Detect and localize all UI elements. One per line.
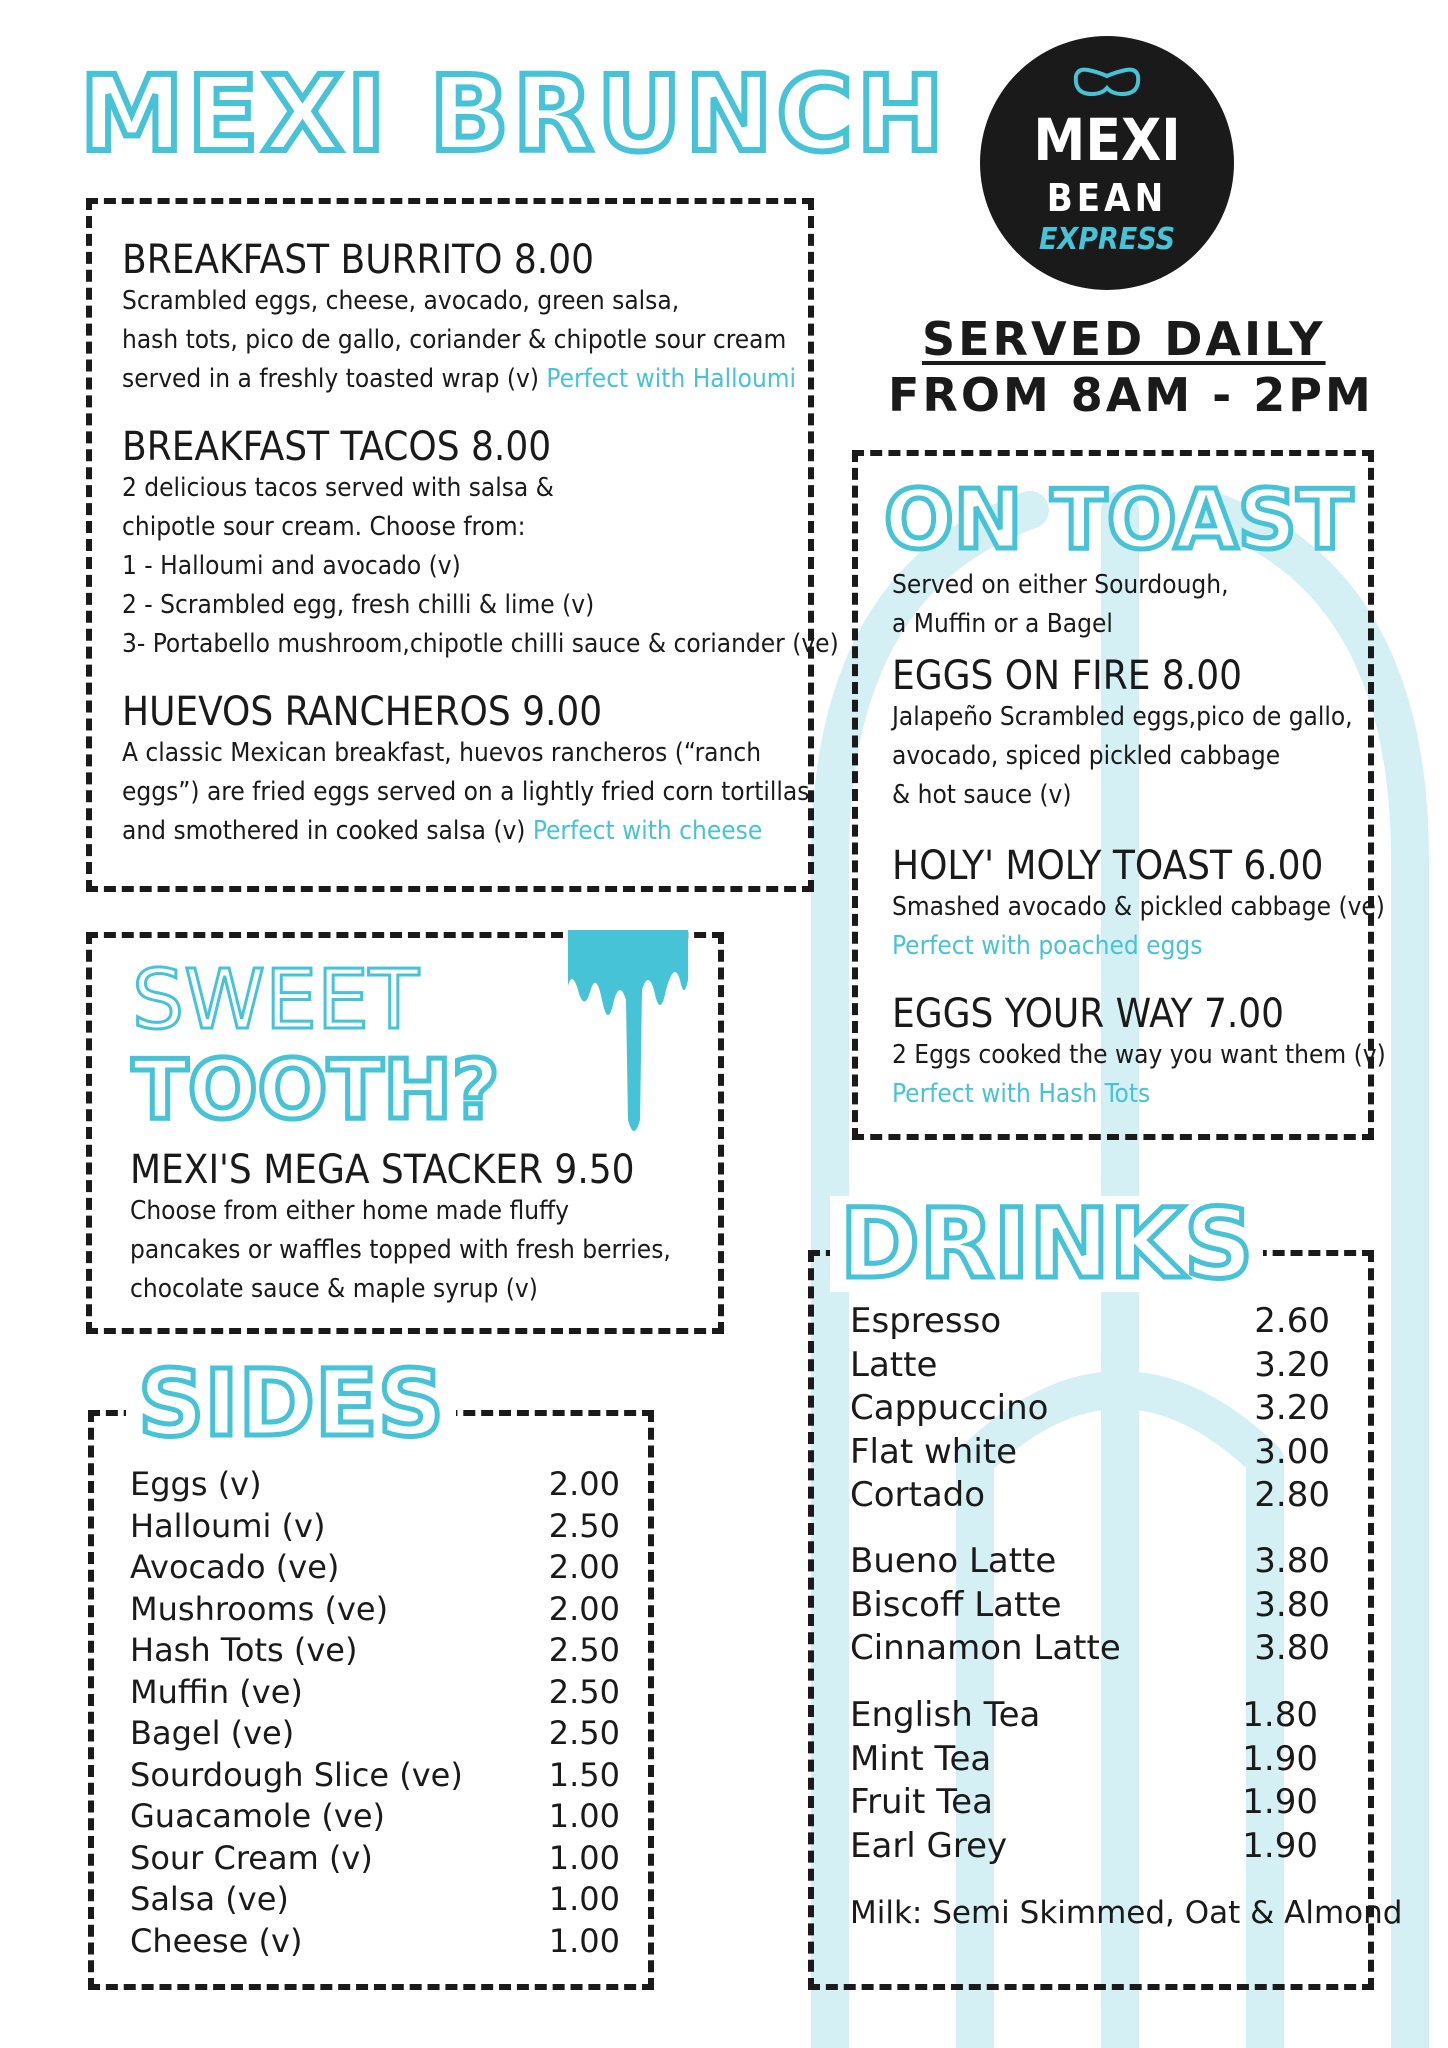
page-title: MEXI BRUNCH	[80, 53, 948, 175]
item-description: Choose from either home made fluffy pancakes or waffles topped with fresh berries, chocolate sauce & maple syrup (v)	[130, 1196, 671, 1304]
list-item: Eggs (v) 2.00	[130, 1465, 620, 1503]
list-item: Cinnamon Latte 3.80	[850, 1628, 1330, 1668]
list-item: Bagel (ve) 2.50	[130, 1714, 620, 1752]
drip-icon	[568, 930, 688, 1140]
item-description: Smashed avocado & pickled cabbage (ve) Perfect with poached eggs	[892, 888, 1385, 966]
item-breakfast-tacos	[122, 425, 839, 664]
toast-intro: Served on either Sourdough, a Muffin or a Bagel	[892, 570, 1229, 639]
pairing-note: Perfect with Hash Tots	[892, 1079, 1151, 1109]
list-item: Guacamole (ve) 1.00	[130, 1797, 620, 1835]
hours-line1: SERVED DAILY	[922, 312, 1326, 366]
hours-line2: FROM 8AM - 2PM	[888, 368, 1374, 422]
list-item: Espresso 2.60	[850, 1301, 1330, 1341]
item-description: Jalapeño Scrambled eggs,pico de gallo, avocado, spiced pickled cabbage & hot sauce (v)	[892, 702, 1353, 810]
item-name: EGGS YOUR WAY 7.00	[892, 991, 1285, 1037]
list-item: Sour Cream (v) 1.00	[130, 1838, 620, 1877]
item-mega-stacker	[130, 1148, 671, 1309]
item-name: EGGS ON FIRE 8.00	[892, 653, 1243, 699]
item-eggs-your-way	[892, 992, 1386, 1114]
pairing-note: Perfect with cheese	[532, 816, 763, 846]
list-item: Sourdough Slice (ve) 1.50	[130, 1755, 620, 1794]
pairing-note: Perfect with Halloumi	[546, 364, 797, 394]
item-name: HUEVOS RANCHEROS 9.00	[122, 689, 603, 735]
list-item: Muffin (ve) 2.50	[130, 1672, 620, 1711]
list-item: Mint Tea 1.90	[850, 1738, 1318, 1779]
list-item: Earl Grey 1.90	[850, 1825, 1318, 1866]
list-item: Hash Tots (ve) 2.50	[130, 1631, 620, 1669]
item-description: Scrambled eggs, cheese, avocado, green salsa, hash tots, pico de gallo, coriander & chipotle sour cream served in a freshly toasted wrap (v) Perfect with Halloumi	[122, 286, 797, 394]
item-holy-moly-toast	[892, 844, 1385, 966]
sweet-heading-2: TOOTH?	[132, 1043, 500, 1138]
item-description: A classic Mexican breakfast, huevos rancheros (“ranch eggs”) are fried eggs served on a lightly fried corn tortillas and smothered in cooked salsa (v) Perfect with cheese	[122, 738, 810, 846]
list-item: Latte 3.20	[850, 1344, 1330, 1385]
list-item: Cortado 2.80	[850, 1475, 1330, 1515]
pairing-note: Perfect with poached eggs	[892, 931, 1203, 961]
item-description: 2 Eggs cooked the way you want them (v) Perfect with Hash Tots	[892, 1036, 1386, 1114]
list-item: Cheese (v) 1.00	[130, 1921, 620, 1960]
item-huevos-rancheros	[122, 690, 809, 851]
list-item: Fruit Tea 1.90	[850, 1782, 1318, 1822]
list-item: Mushrooms (ve) 2.00	[130, 1589, 620, 1628]
item-name: BREAKFAST BURRITO 8.00	[122, 237, 594, 283]
on-toast-heading: ON TOAST	[884, 473, 1353, 568]
item-eggs-on-fire	[892, 654, 1353, 815]
drinks-coffee-list	[850, 1300, 1330, 1518]
drinks-latte-list	[850, 1540, 1330, 1671]
item-description: 2 delicious tacos served with salsa & chipotle sour cream. Choose from: 1 - Halloumi and avocado (v) 2 - Scrambled egg, fresh chilli & lime (v) 3- Portabello mushroom,chipotle chilli sauce & coriander (ve)	[122, 473, 839, 659]
item-name: HOLY' MOLY TOAST 6.00	[892, 843, 1324, 889]
milk-options: Milk: Semi Skimmed, Oat & Almond	[850, 1895, 1403, 1931]
list-item: Bueno Latte 3.80	[850, 1541, 1330, 1581]
sides-list	[130, 1464, 620, 1962]
item-breakfast-burrito	[122, 238, 796, 399]
logo-line3: EXPRESS	[1038, 222, 1176, 257]
sweet-heading-1: SWEET	[132, 953, 419, 1048]
logo-line2: BEAN	[1046, 176, 1168, 220]
sides-heading: SIDES	[126, 1358, 456, 1450]
list-item: Biscoff Latte 3.80	[850, 1584, 1330, 1625]
list-item: English Tea 1.80	[850, 1695, 1318, 1735]
bean-icon	[1070, 66, 1144, 102]
list-item: Halloumi (v) 2.50	[130, 1506, 620, 1545]
drinks-heading: DRINKS	[830, 1196, 1263, 1292]
list-item: Flat white 3.00	[850, 1431, 1330, 1472]
drinks-tea-list	[850, 1694, 1318, 1868]
item-name: BREAKFAST TACOS 8.00	[122, 424, 552, 470]
list-item: Cappuccino 3.20	[850, 1388, 1330, 1428]
item-name: MEXI'S MEGA STACKER 9.50	[130, 1147, 635, 1193]
logo-line1: MEXI	[1033, 106, 1181, 174]
logo	[980, 36, 1234, 290]
list-item: Salsa (ve) 1.00	[130, 1880, 620, 1918]
list-item: Avocado (ve) 2.00	[130, 1548, 620, 1586]
